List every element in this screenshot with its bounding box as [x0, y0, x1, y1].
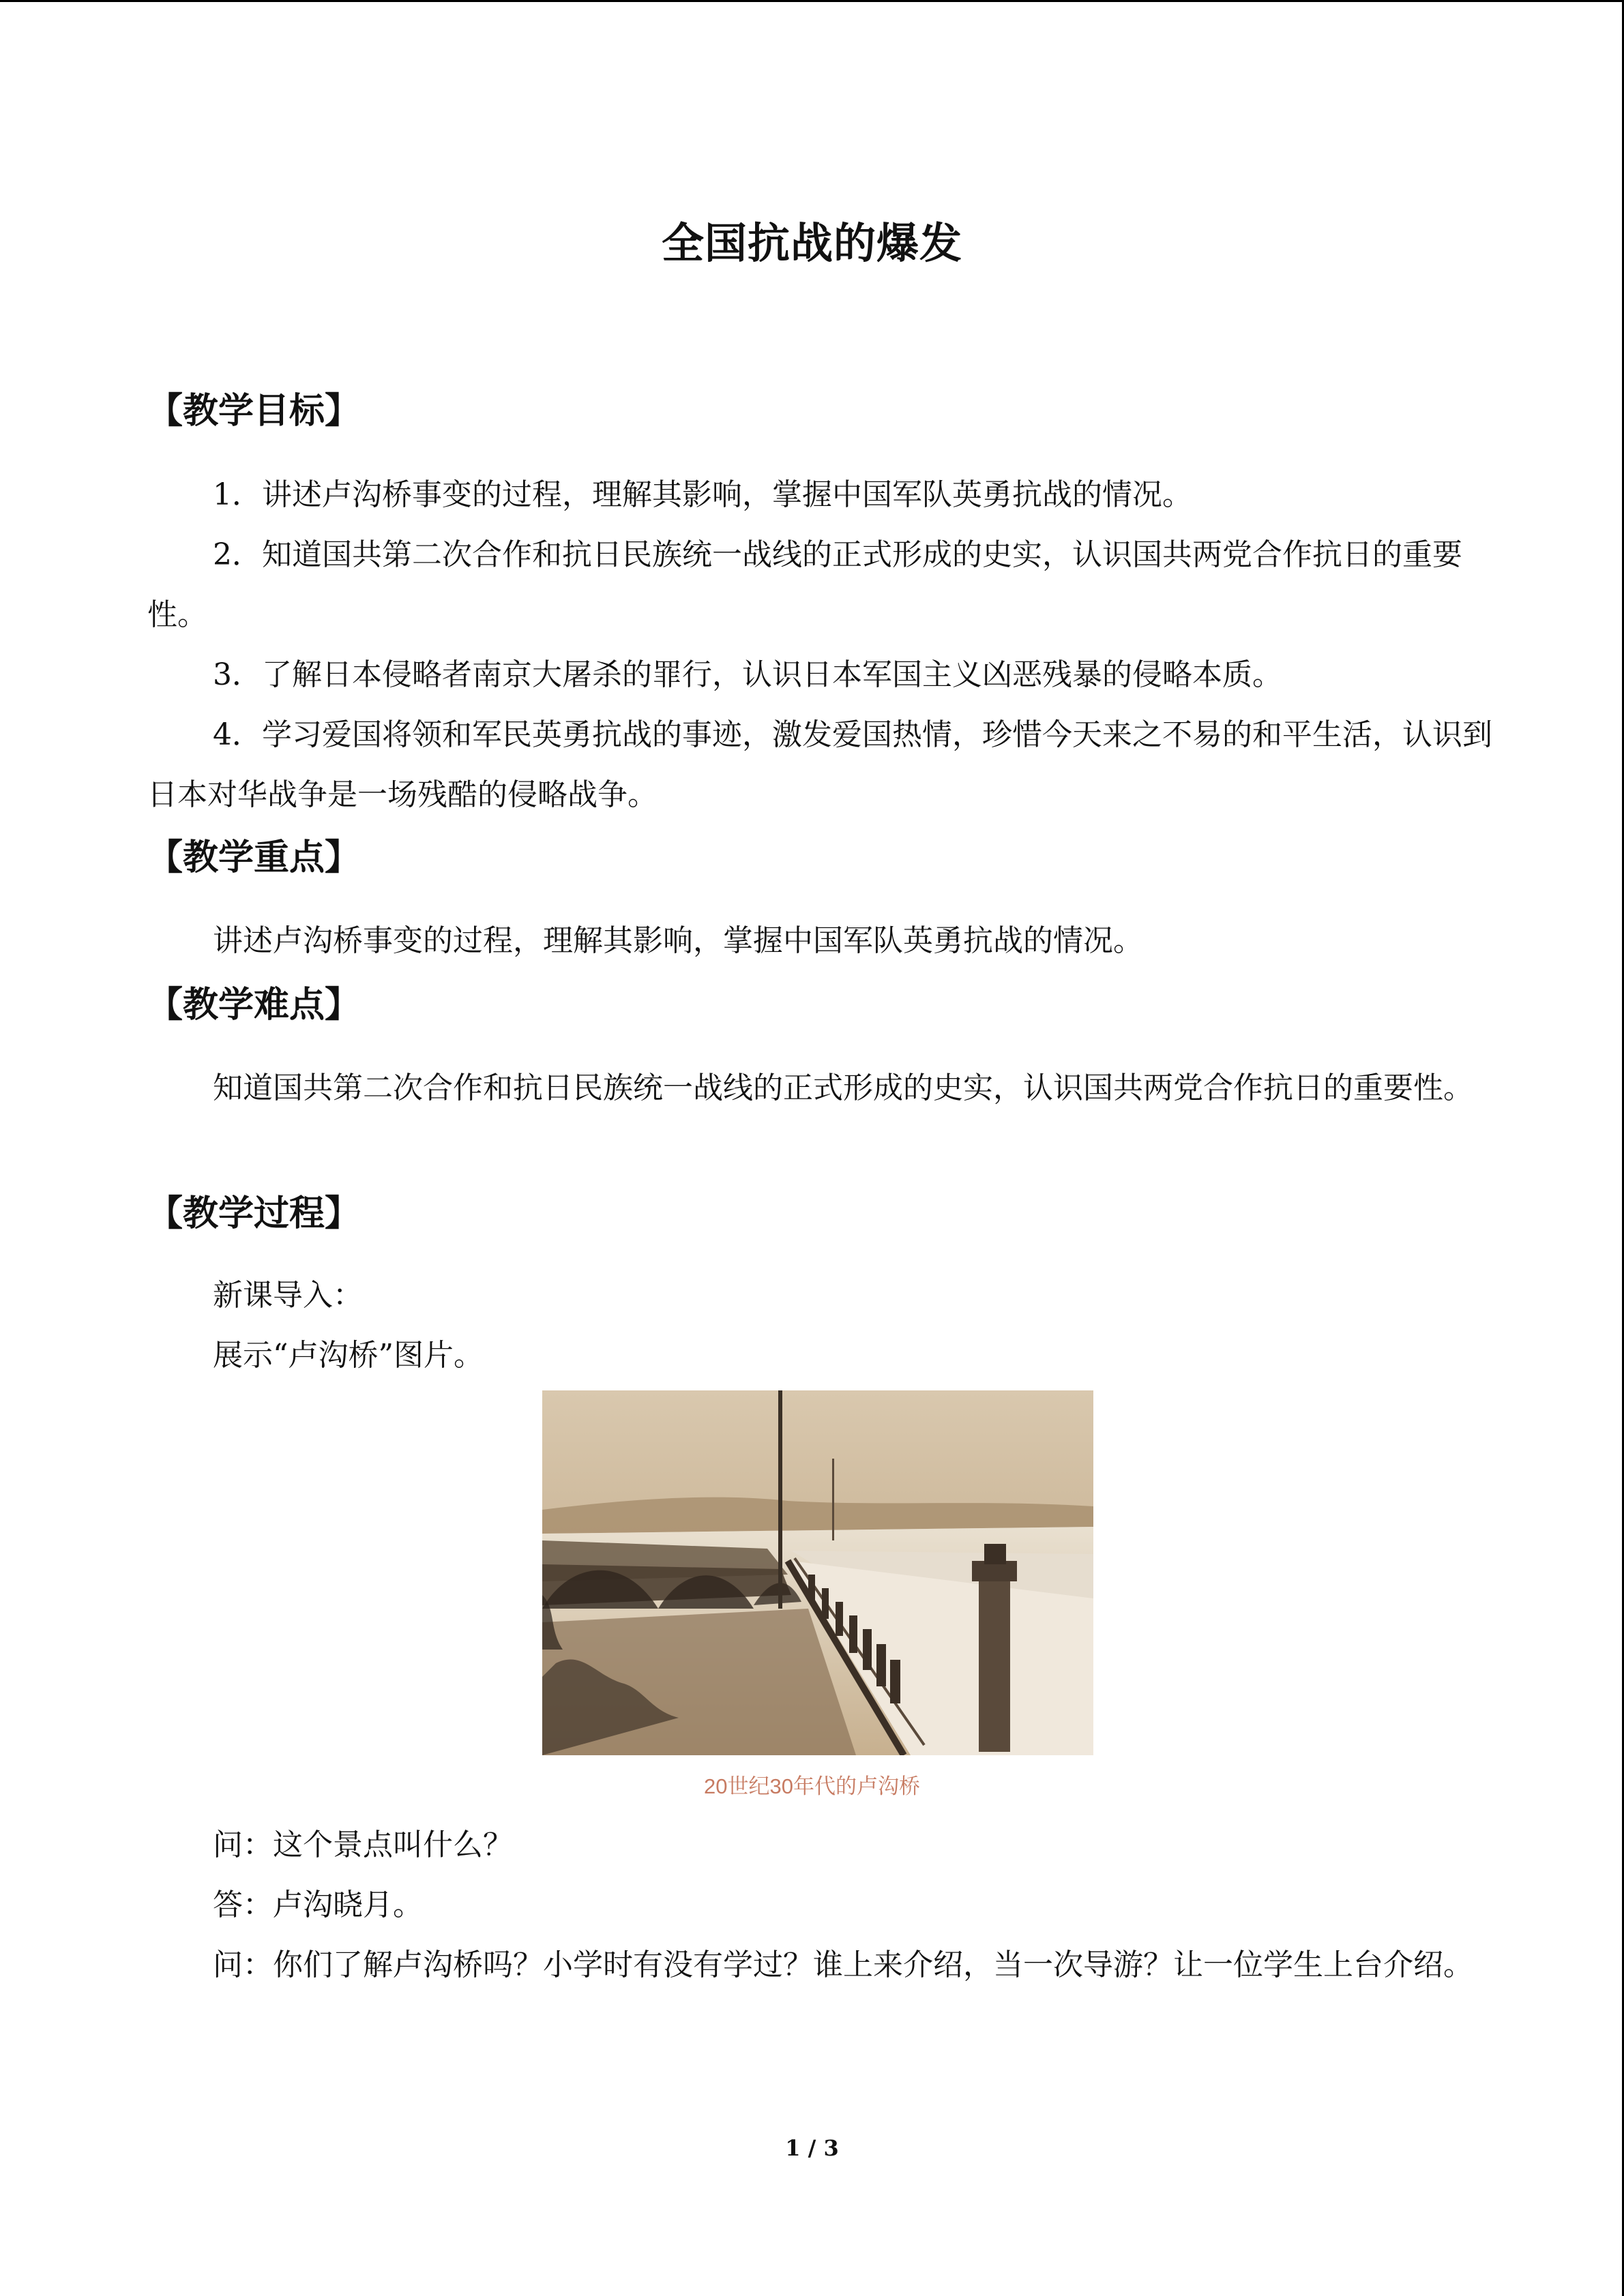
lugou-bridge-photo	[542, 1390, 1093, 1755]
objective-item-3: 3．了解日本侵略者南京大屠杀的罪行，认识日本军国主义凶恶残暴的侵略本质。	[213, 657, 1282, 692]
objective-item-4: 4．学习爱国将领和军民英勇抗战的事迹，激发爱国热情，珍惜今天来之不易的和平生活，认识到日本对华战争是一场残酷的侵略战争。	[147, 717, 1492, 812]
question-1: 问：这个景点叫什么？	[213, 1828, 513, 1862]
question-2: 问：你们了解卢沟桥吗？小学时有没有学过？谁上来介绍，当一次导游？让一位学生上台介绍。	[213, 1948, 1473, 1982]
section-objectives-heading: 【教学目标】	[147, 390, 361, 432]
objective-item-1: 1．讲述卢沟桥事变的过程，理解其影响，掌握中国军队英勇抗战的情况。	[213, 477, 1192, 512]
bridge-illustration	[542, 1390, 1093, 1755]
intro-label: 新课导入：	[213, 1278, 363, 1313]
section-process-heading: 【教学过程】	[147, 1193, 361, 1234]
top-border	[0, 0, 1624, 2]
section-key-points-heading: 【教学重点】	[147, 837, 361, 878]
page-title: 全国抗战的爆发	[661, 218, 962, 268]
show-picture-text: 展示“卢沟桥”图片。	[213, 1338, 484, 1373]
objective-item-2: 2．知道国共第二次合作和抗日民族统一战线的正式形成的史实，认识国共两党合作抗日的重要性。	[147, 537, 1462, 632]
key-points-text: 讲述卢沟桥事变的过程，理解其影响，掌握中国军队英勇抗战的情况。	[213, 923, 1143, 958]
difficulties-text: 知道国共第二次合作和抗日民族统一战线的正式形成的史实，认识国共两党合作抗日的重要性。	[213, 1071, 1473, 1105]
photo-caption: 20世纪30年代的卢沟桥	[704, 1774, 920, 1798]
page-indicator: 1 / 3	[785, 2135, 839, 2161]
section-difficulties-heading: 【教学难点】	[147, 984, 361, 1026]
answer-1: 答：卢沟晓月。	[213, 1888, 423, 1922]
